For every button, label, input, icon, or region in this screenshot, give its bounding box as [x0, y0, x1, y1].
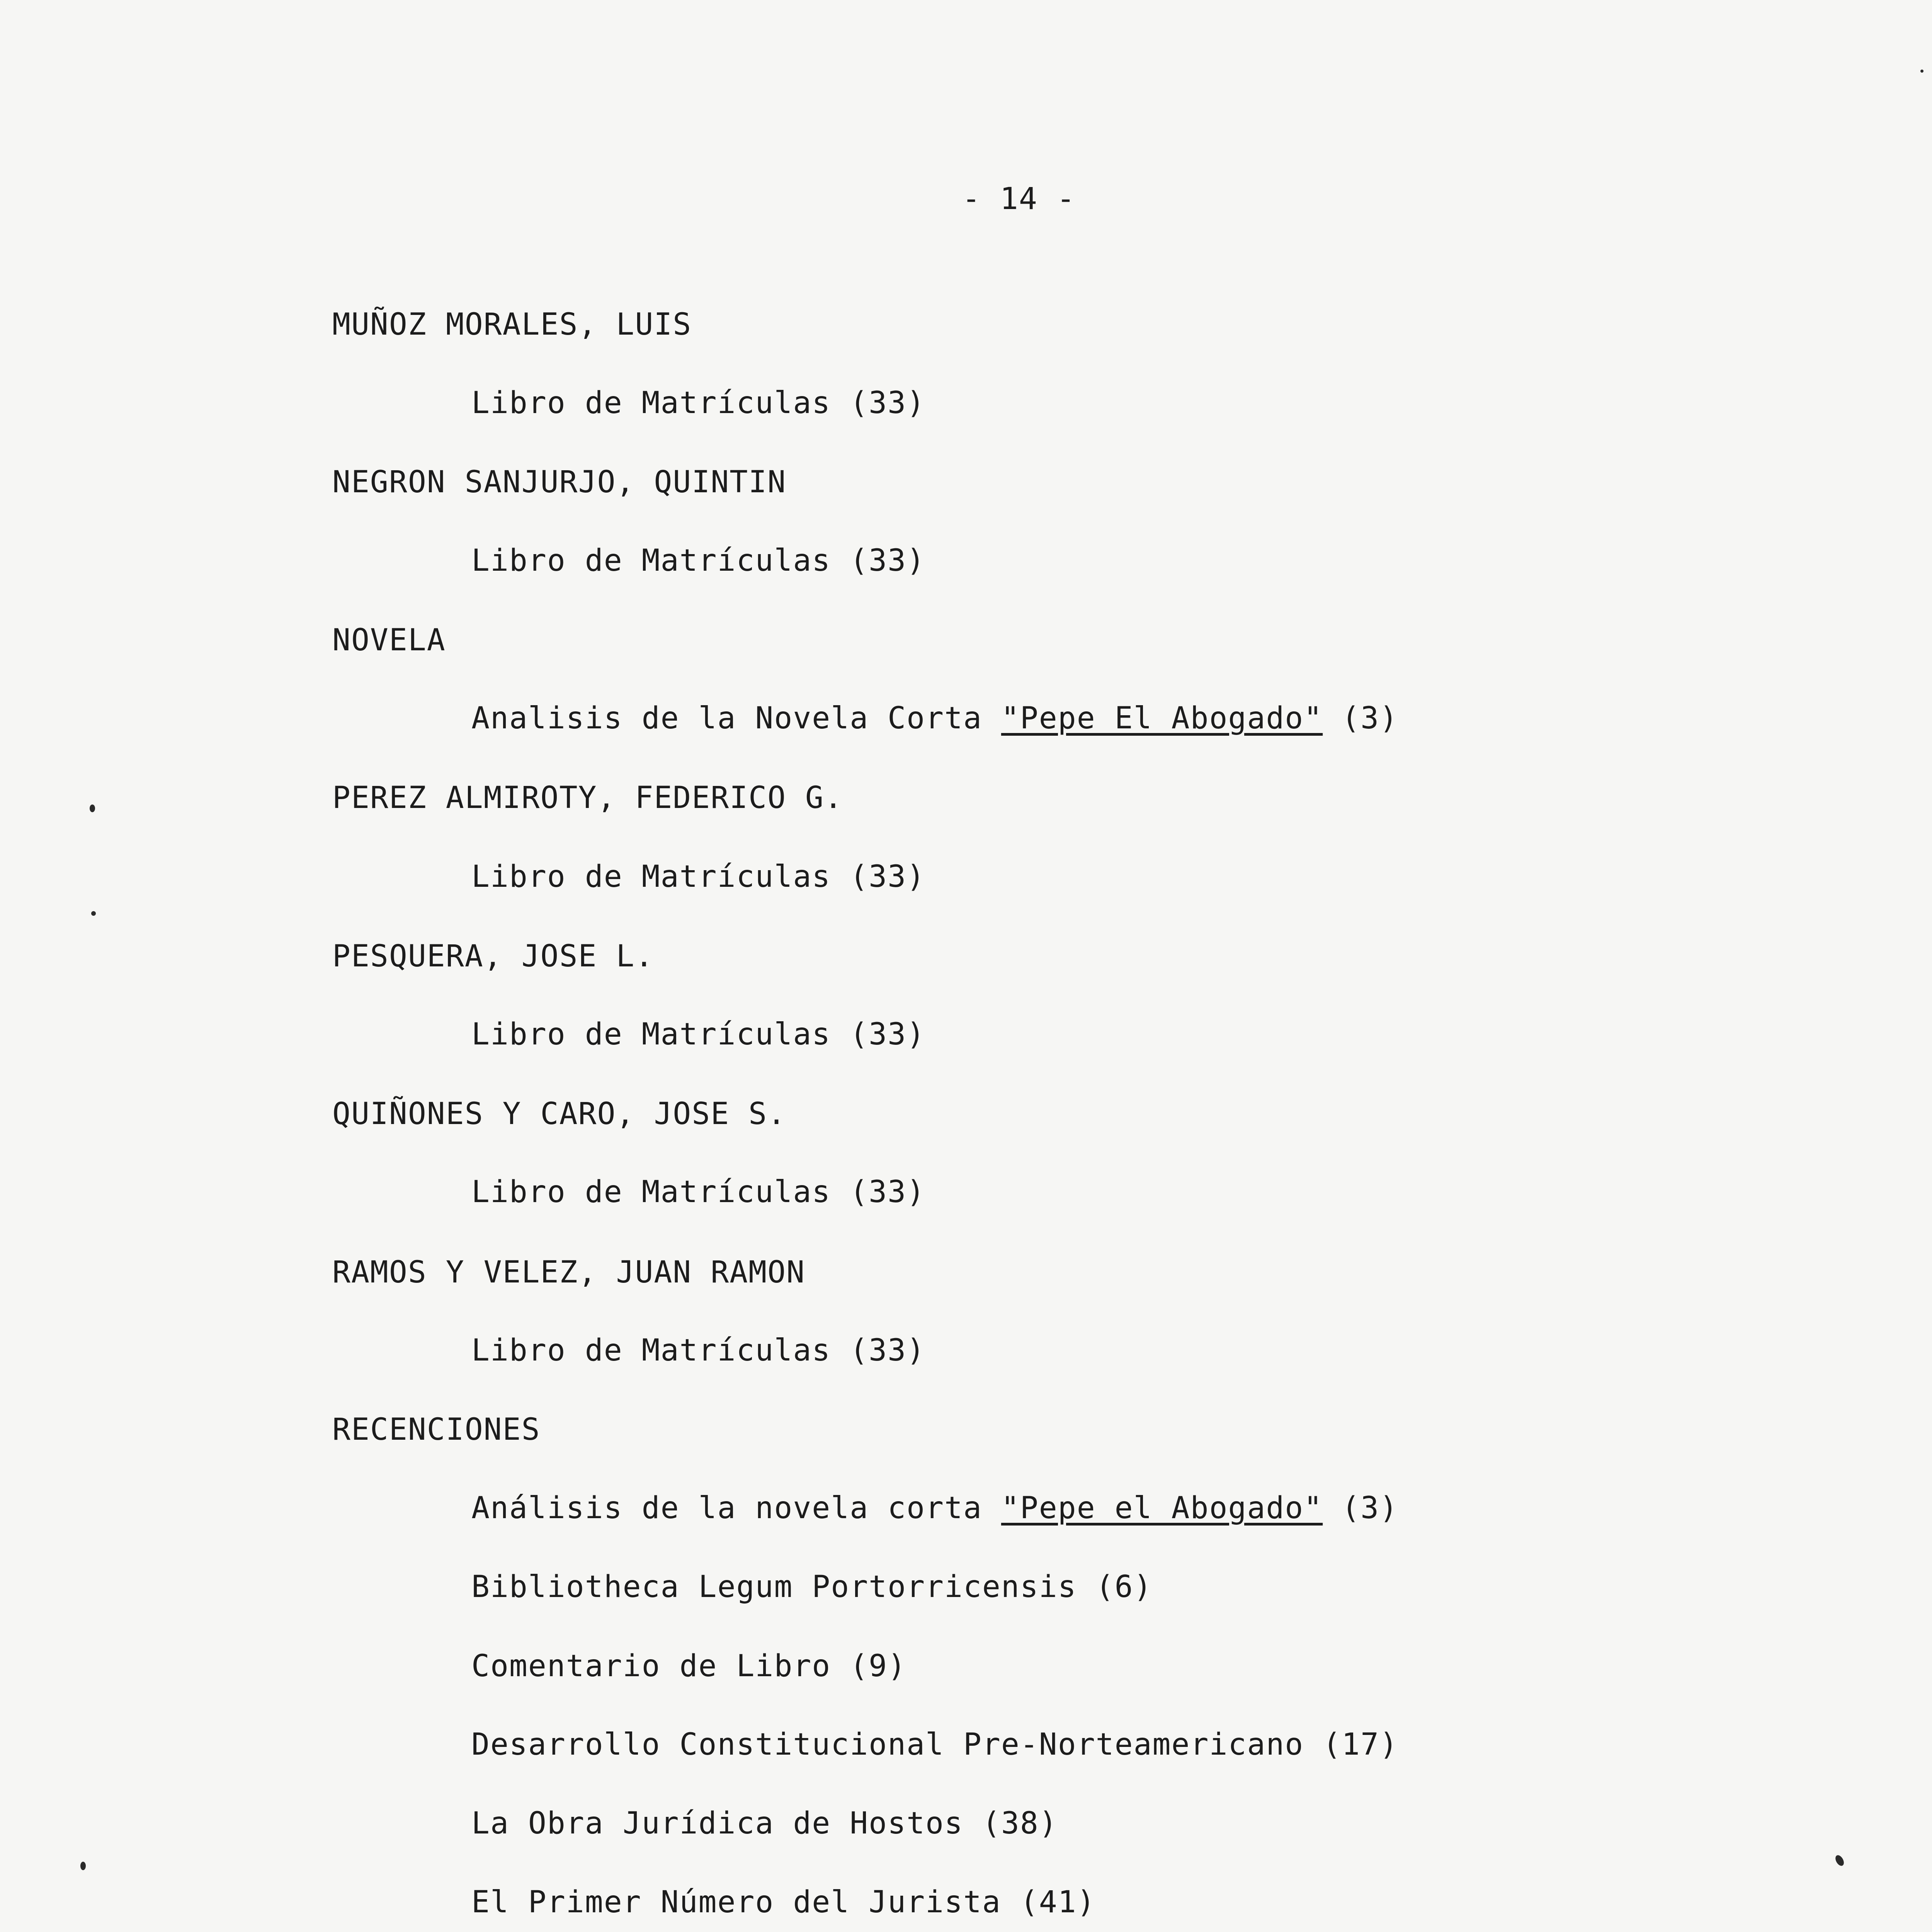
index-item	[471, 386, 925, 420]
index-heading: RECENCIONES	[332, 1412, 541, 1447]
item-text: Libro de Matrículas (33)	[471, 1175, 926, 1209]
item-text: Libro de Matrículas (33)	[471, 543, 926, 578]
index-item	[471, 1017, 925, 1052]
item-text: Libro de Matrículas (33)	[471, 859, 926, 894]
item-text: Analisis de la Novela Corta	[471, 701, 1001, 736]
index-item	[471, 859, 925, 894]
item-text: Comentario de Libro (9)	[471, 1649, 907, 1684]
item-text: Libro de Matrículas (33)	[471, 1333, 926, 1368]
item-text: Desarrollo Constitucional Pre-Norteamericano (17)	[471, 1727, 1399, 1762]
item-text: Libro de Matrículas (33)	[471, 1017, 926, 1052]
item-text: Análisis de la novela corta	[471, 1491, 1001, 1526]
index-item	[471, 701, 1398, 736]
index-heading: RAMOS Y VELEZ, JUAN RAMON	[332, 1255, 805, 1290]
item-text: El Primer Número del Jurista (41)	[471, 1885, 1096, 1920]
index-item	[471, 543, 925, 578]
page-number: - 14 -	[962, 182, 1076, 216]
scan-speck	[90, 804, 95, 812]
index-item	[471, 1885, 1096, 1920]
item-ref: (3)	[1323, 1491, 1399, 1526]
item-text: Bibliotheca Legum Portorricensis (6)	[471, 1570, 1153, 1604]
item-title: "Pepe El Abogado"	[1001, 701, 1323, 736]
item-text: Libro de Matrículas (33)	[471, 386, 926, 420]
index-item	[471, 1649, 906, 1684]
index-item	[471, 1570, 1153, 1604]
item-ref: (3)	[1323, 701, 1399, 736]
index-heading: PESQUERA, JOSE L.	[332, 939, 654, 974]
index-heading: NEGRON SANJURJO, QUINTIN	[332, 465, 787, 500]
index-item	[471, 1333, 925, 1368]
index-heading: PEREZ ALMIROTY, FEDERICO G.	[332, 781, 843, 815]
index-heading: QUIÑONES Y CARO, JOSE S.	[332, 1097, 787, 1131]
index-item	[471, 1491, 1398, 1526]
index-item	[471, 1806, 1058, 1841]
scan-speck	[1834, 1854, 1846, 1867]
scan-speck	[80, 1862, 86, 1870]
index-heading: MUÑOZ MORALES, LUIS	[332, 307, 692, 342]
item-title: "Pepe el Abogado"	[1001, 1491, 1323, 1526]
scan-speck	[1920, 70, 1923, 73]
item-text: La Obra Jurídica de Hostos (38)	[471, 1806, 1058, 1841]
scan-speck	[91, 911, 96, 916]
index-item	[471, 1727, 1398, 1762]
index-heading: NOVELA	[332, 623, 446, 658]
index-item	[471, 1175, 925, 1209]
